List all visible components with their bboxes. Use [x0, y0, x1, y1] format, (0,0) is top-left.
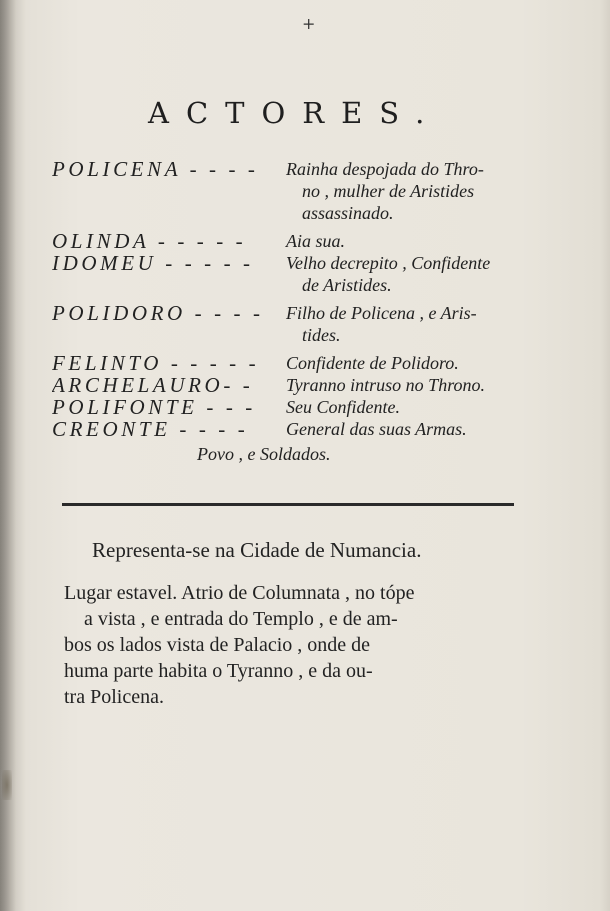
- cast-description: [284, 374, 532, 396]
- cast-description: [284, 252, 532, 296]
- page-title: ACTORES.: [148, 96, 442, 130]
- cast-row-polidoro: [52, 302, 532, 346]
- extras-line: Povo , e Soldados.: [197, 444, 331, 464]
- description-line: Aia sua.: [286, 231, 346, 251]
- cast-row-olinda: [52, 230, 532, 252]
- description-line: Filho de Policena , e Aris-: [286, 303, 477, 323]
- cast-name: FELINTO - - - - -: [52, 352, 260, 374]
- cast-row-felinto: [52, 352, 532, 374]
- description-line: Seu Confidente.: [286, 397, 400, 417]
- setting-line: tra Policena.: [64, 686, 164, 708]
- cast-row-archelauro: [52, 374, 532, 396]
- cast-description: [284, 396, 532, 418]
- divider-rule: [62, 503, 514, 506]
- cast-name: POLIDORO - - - -: [52, 302, 264, 324]
- cast-description: [284, 418, 532, 440]
- cast-row-idomeu: [52, 252, 532, 296]
- description-line: Velho decrepito , Confidente: [286, 253, 491, 273]
- setting-line: huma parte habita o Tyranno , e da ou-: [64, 660, 373, 682]
- description-line: Rainha despojada do Thro-: [286, 159, 484, 179]
- cast-name: ARCHELAURO- -: [52, 374, 254, 396]
- setting-line: Lugar estavel. Atrio de Columnata , no tópe: [64, 582, 415, 604]
- description-line: tides.: [302, 325, 341, 345]
- cast-row-polifonte: [52, 396, 532, 418]
- location-heading: Representa-se na Cidade de Numancia.: [92, 538, 422, 562]
- setting-line: a vista , e entrada do Templo , e de am-: [84, 608, 398, 630]
- ornament-mark: +: [302, 14, 316, 33]
- paper-stain: [2, 770, 12, 800]
- cast-row-creonte: [52, 418, 532, 440]
- description-line: General das suas Armas.: [286, 419, 467, 439]
- description-line: de Aristides.: [302, 275, 392, 295]
- cast-name: POLIFONTE - - -: [52, 396, 256, 418]
- description-line: no , mulher de Aristides: [302, 181, 475, 201]
- cast-list: [52, 158, 532, 440]
- description-line: Tyranno intruso no Throno.: [286, 375, 486, 395]
- cast-name: CREONTE - - - -: [52, 418, 249, 440]
- description-line: assassinado.: [302, 203, 394, 223]
- cast-name: POLICENA - - - -: [52, 158, 259, 180]
- setting-paragraph: [64, 580, 534, 710]
- cast-description: [284, 230, 532, 252]
- cast-description: [284, 352, 532, 374]
- cast-row-policena: [52, 158, 532, 224]
- setting-line: bos os lados vista de Palacio , onde de: [64, 634, 371, 656]
- cast-name: OLINDA - - - - -: [52, 230, 247, 252]
- cast-description: [284, 158, 532, 224]
- cast-description: [284, 302, 532, 346]
- description-line: Confidente de Polidoro.: [286, 353, 459, 373]
- cast-name: IDOMEU - - - - -: [52, 252, 254, 274]
